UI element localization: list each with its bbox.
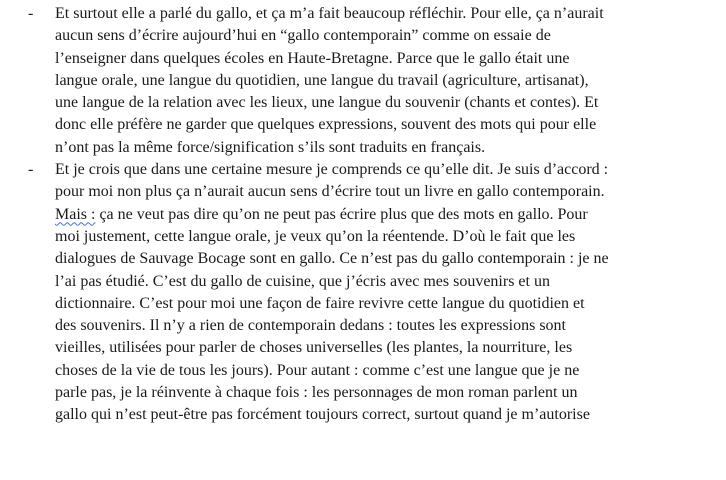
spellcheck-flagged-word[interactable]: Mais : bbox=[55, 205, 96, 223]
text-line: l’ai pas étudié. C’est du gallo de cuisine, que j’écris avec mes souvenirs et un bbox=[55, 272, 550, 290]
text-line: n’ont pas la même force/signification s’ils sont traduits en français. bbox=[55, 138, 486, 156]
text-line: pour moi non plus ça n’aurait aucun sens d’écrire tout un livre en gallo contemporain. bbox=[55, 183, 605, 201]
text-line: une langue de la relation avec les lieux, une langue du souvenir (chants et contes). Et bbox=[55, 94, 599, 112]
text-line: donc elle préfère ne garder que quelques expressions, souvent des mots qui pour elle bbox=[55, 116, 597, 134]
text-line: dictionnaire. C’est pour moi une façon de faire revivre cette langue du quotidien et bbox=[55, 294, 585, 312]
text-line: gallo qui n’est peut-être pas forcément toujours correct, surtout quand je m’autorise bbox=[55, 406, 590, 424]
text-line: Et surtout elle a parlé du gallo, et ça m’a fait beaucoup réfléchir. Pour elle, ça n’aurait bbox=[55, 5, 604, 22]
text-line: aucun sens d’écrire aujourd’hui en “gallo contemporain” comme on essaie de bbox=[55, 27, 551, 45]
text-line: choses de la vie de tous les jours). Pour autant : comme c’est une langue que je ne bbox=[55, 361, 580, 379]
document-body bbox=[0, 3, 726, 427]
bullet-dash: - bbox=[28, 5, 34, 22]
text-line-rest: ça ne veut pas dire qu’on ne peut pas écrire plus que des mots en gallo. Pour bbox=[95, 205, 588, 223]
text-line: vieilles, utilisées pour parler de choses universelles (les plantes, la nourriture, les bbox=[55, 339, 573, 357]
bullet-item-1 bbox=[0, 3, 695, 159]
text-line: Et je crois que dans une certaine mesure je comprends ce qu’elle dit. Je suis d’accord : bbox=[55, 161, 609, 179]
text-line: moi justement, cette langue orale, je veux qu’on la réentende. D’où le fait que les bbox=[55, 227, 576, 245]
text-line: langue orale, une langue du quotidien, une langue du travail (agriculture, artisanat), bbox=[55, 71, 589, 89]
bullet-item-2 bbox=[0, 159, 695, 427]
text-line: parle pas, je la réinvente à chaque fois : les personnages de mon roman parlent un bbox=[55, 384, 578, 402]
text-line-with-spellcheck bbox=[55, 204, 695, 226]
bullet-dash: - bbox=[28, 161, 34, 179]
text-line: des souvenirs. Il n’y a rien de contemporain dedans : toutes les expressions sont bbox=[55, 317, 566, 335]
text-line: l’enseigner dans quelques écoles en Haute-Bretagne. Parce que le gallo était une bbox=[55, 49, 570, 67]
text-line: dialogues de Sauvage Bocage sont en gallo. Ce n’est pas du gallo contemporain : je ne bbox=[55, 250, 609, 268]
